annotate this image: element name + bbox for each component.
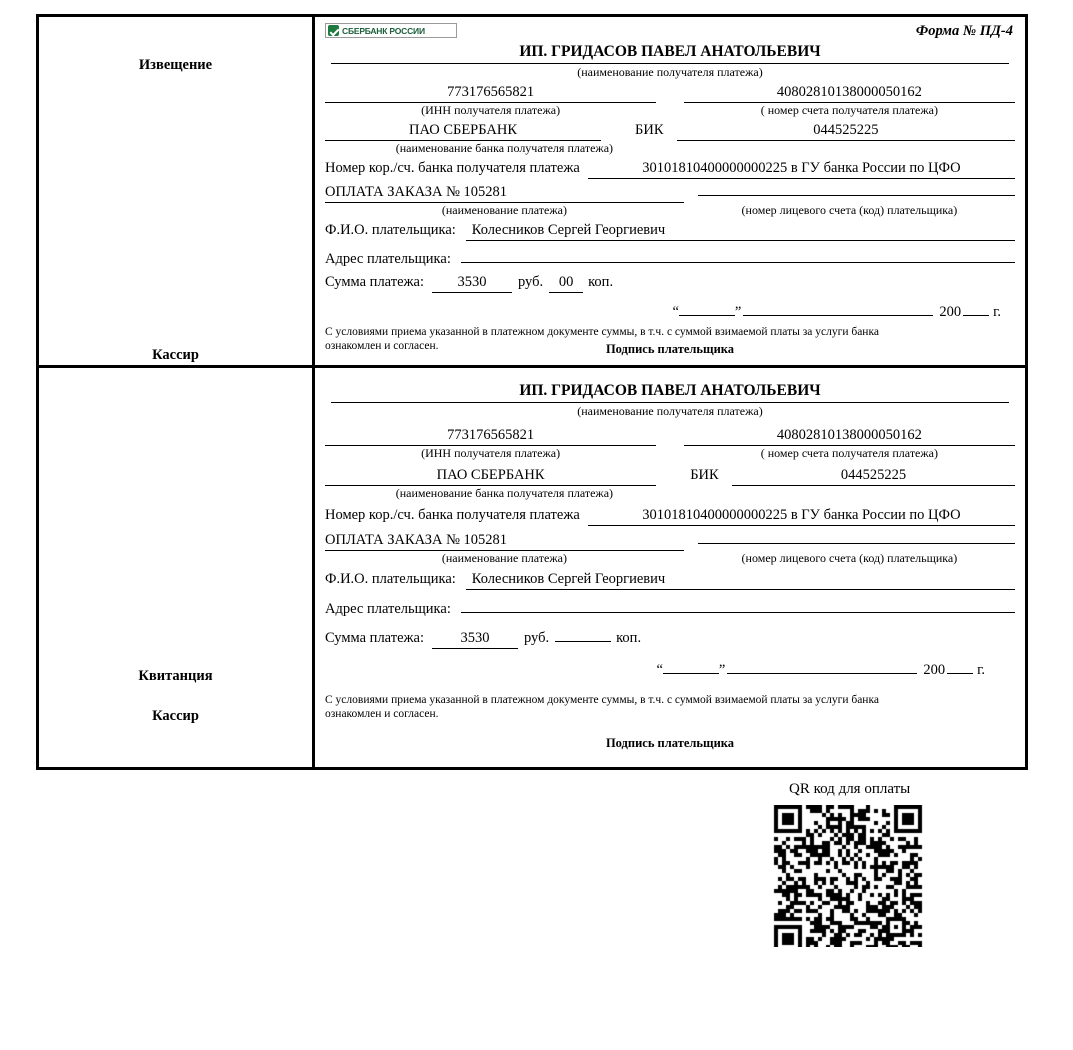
- receipt-address-row: [325, 596, 1015, 618]
- receipt-year-field[interactable]: [947, 659, 973, 674]
- receipt-purpose-caption: (наименование платежа): [441, 550, 567, 565]
- receipt-terms-line2: ознакомлен и согласен.: [325, 708, 439, 721]
- receipt-sum-row: [325, 625, 1015, 649]
- qr-code-title: QR код для оплаты: [789, 781, 911, 797]
- notice-header-row: [325, 23, 1015, 41]
- notice-sum-kop[interactable]: 00: [549, 274, 583, 293]
- receipt-bik-value: 044525225: [732, 467, 1015, 486]
- receipt-signature-label: Подпись плательщика: [605, 735, 735, 750]
- notice-recipient-name: ИП. ГРИДАСОВ ПАВЕЛ АНАТОЛЬЕВИЧ: [331, 43, 1009, 64]
- notice-signature-label: Подпись плательщика: [605, 341, 735, 356]
- receipt-recipient-caption: (наименование получателя платежа): [577, 403, 763, 418]
- notice-cashier-label: Кассир: [152, 347, 199, 363]
- notice-payer-row: [325, 222, 1015, 241]
- notice-purpose-captions: [325, 203, 1015, 218]
- notice-month-field[interactable]: [743, 301, 933, 316]
- receipt-kop-unit: коп.: [616, 629, 642, 646]
- receipt-purpose-row: [325, 532, 1015, 551]
- sberbank-logo-text: СБЕРБАНК РОССИИ: [342, 25, 425, 36]
- notice-terms-line2: ознакомлен и согласен.: [325, 340, 439, 353]
- notice-bik-label: БИК: [635, 122, 664, 138]
- notice-year-field[interactable]: [963, 301, 989, 316]
- notice-title-label: Извещение: [138, 57, 213, 73]
- notice-corr-value: 30101810400000000225 в ГУ банка России по ЦФО: [588, 160, 1015, 179]
- notice-date-quote-open: “: [672, 304, 679, 320]
- notice-kop-unit: коп.: [588, 274, 614, 290]
- receipt-date-row: [325, 659, 1015, 679]
- receipt-corr-value: 30101810400000000225 в ГУ банка России по ЦФО: [588, 507, 1015, 526]
- notice-bank-caption: (наименование банка получателя платежа): [395, 141, 614, 155]
- notice-purpose-caption: (наименование платежа): [441, 203, 567, 217]
- receipt-payer-name[interactable]: Колесников Сергей Георгиевич: [466, 571, 1015, 590]
- receipt-address-value[interactable]: [461, 596, 1015, 613]
- sberbank-checkmark-icon: [328, 25, 339, 36]
- notice-right-column: [315, 17, 1025, 365]
- receipt-title-label: Квитанция: [138, 667, 213, 684]
- notice-corr-label: Номер кор./сч. банка получателя платежа: [325, 160, 580, 176]
- receipt-purpose-captions: [325, 551, 1015, 566]
- receipt-bank-name: ПАО СБЕРБАНК: [325, 467, 656, 486]
- notice-sum-label: Сумма платежа:: [325, 274, 424, 290]
- notice-inn-account-captions: [325, 103, 1015, 118]
- receipt-left-column: [39, 368, 315, 767]
- receipt-purpose-value: ОПЛАТА ЗАКАЗА № 105281: [325, 532, 684, 551]
- notice-section: [39, 17, 1025, 368]
- notice-corr-row: [325, 160, 1015, 179]
- qr-code-canvas: [772, 805, 924, 947]
- receipt-corr-label: Номер кор./сч. банка получателя платежа: [325, 506, 580, 523]
- notice-address-value[interactable]: [461, 246, 1015, 263]
- receipt-rub-unit: руб.: [524, 629, 550, 646]
- notice-address-row: [325, 246, 1015, 268]
- notice-bank-name: ПАО СБЕРБАНК: [325, 122, 601, 141]
- receipt-bank-caption-row: [325, 486, 1015, 501]
- receipt-sum-label: Сумма платежа:: [325, 629, 424, 646]
- receipt-inn-account-captions: [325, 446, 1015, 461]
- qr-code: [772, 805, 924, 947]
- notice-terms-line1: С условиями приема указанной в платежном документе суммы, в т.ч. с суммой взимаемой платы за услуги банка: [325, 326, 879, 338]
- notice-address-label: Адрес плательщика:: [325, 251, 451, 267]
- notice-year-suffix: г.: [993, 304, 1001, 320]
- receipt-bank-row: [325, 467, 1015, 486]
- form-number: Форма № ПД-4: [915, 23, 1013, 39]
- receipt-cashier-label: Кассир: [152, 707, 199, 724]
- receipt-day-field[interactable]: [663, 659, 719, 674]
- notice-account-value: 40802810138000050162: [684, 84, 1015, 103]
- notice-date-quote-close: ”: [734, 304, 742, 320]
- notice-purpose-value: ОПЛАТА ЗАКАЗА № 105281: [325, 184, 684, 203]
- receipt-inn-account-row: [325, 427, 1015, 446]
- receipt-date-quote-open: “: [656, 661, 663, 678]
- receipt-section: [39, 368, 1025, 767]
- notice-inn-account-row: [325, 84, 1015, 103]
- receipt-year-prefix: 200: [923, 661, 946, 678]
- notice-year-prefix: 200: [939, 304, 962, 320]
- notice-bank-caption-row: [325, 141, 1015, 156]
- receipt-inn-value: 773176565821: [325, 427, 656, 446]
- receipt-right-column: [315, 368, 1025, 767]
- receipt-month-field[interactable]: [727, 659, 917, 674]
- receipt-payer-label: Ф.И.О. плательщика:: [325, 570, 456, 587]
- notice-recipient-caption: (наименование получателя платежа): [577, 65, 763, 79]
- notice-inn-value: 773176565821: [325, 84, 656, 103]
- receipt-terms-line1: С условиями приема указанной в платежном документе суммы, в т.ч. с суммой взимаемой платы за услуги банка: [325, 693, 879, 706]
- notice-account-caption: ( номер счета получателя платежа): [760, 103, 938, 117]
- receipt-bik-label: БИК: [690, 466, 719, 483]
- receipt-inn-caption: (ИНН получателя платежа): [421, 445, 561, 460]
- receipt-account-caption: ( номер счета получателя платежа): [760, 445, 938, 460]
- notice-rub-unit: руб.: [518, 274, 544, 290]
- notice-personal-account-caption: (номер лицевого счета (код) плательщика): [741, 203, 958, 217]
- receipt-account-value: 40802810138000050162: [684, 427, 1015, 446]
- receipt-date-quote-close: ”: [718, 661, 726, 678]
- notice-payer-name[interactable]: Колесников Сергей Георгиевич: [466, 222, 1015, 241]
- notice-date-row: [325, 301, 1015, 321]
- sberbank-logo: [325, 23, 457, 38]
- receipt-sum-rub[interactable]: 3530: [432, 630, 518, 649]
- notice-day-field[interactable]: [679, 301, 735, 316]
- notice-sum-row: [325, 274, 1015, 293]
- receipt-corr-row: [325, 507, 1015, 526]
- notice-sum-rub[interactable]: 3530: [432, 274, 512, 293]
- notice-left-column: [39, 17, 315, 365]
- notice-bank-row: [325, 122, 1015, 141]
- receipt-year-suffix: г.: [977, 661, 985, 678]
- notice-bik-value: 044525225: [677, 122, 1015, 141]
- receipt-bank-caption: (наименование банка получателя платежа): [395, 485, 614, 500]
- payment-receipt: [36, 14, 1028, 770]
- notice-purpose-row: [325, 184, 1015, 203]
- receipt-payer-row: [325, 571, 1015, 590]
- receipt-sum-kop[interactable]: [555, 625, 611, 642]
- receipt-address-label: Адрес плательщика:: [325, 600, 451, 617]
- notice-payer-label: Ф.И.О. плательщика:: [325, 222, 456, 238]
- receipt-recipient-name: ИП. ГРИДАСОВ ПАВЕЛ АНАТОЛЬЕВИЧ: [331, 382, 1009, 403]
- notice-inn-caption: (ИНН получателя платежа): [421, 103, 561, 117]
- receipt-personal-account-caption: (номер лицевого счета (код) плательщика): [741, 550, 958, 565]
